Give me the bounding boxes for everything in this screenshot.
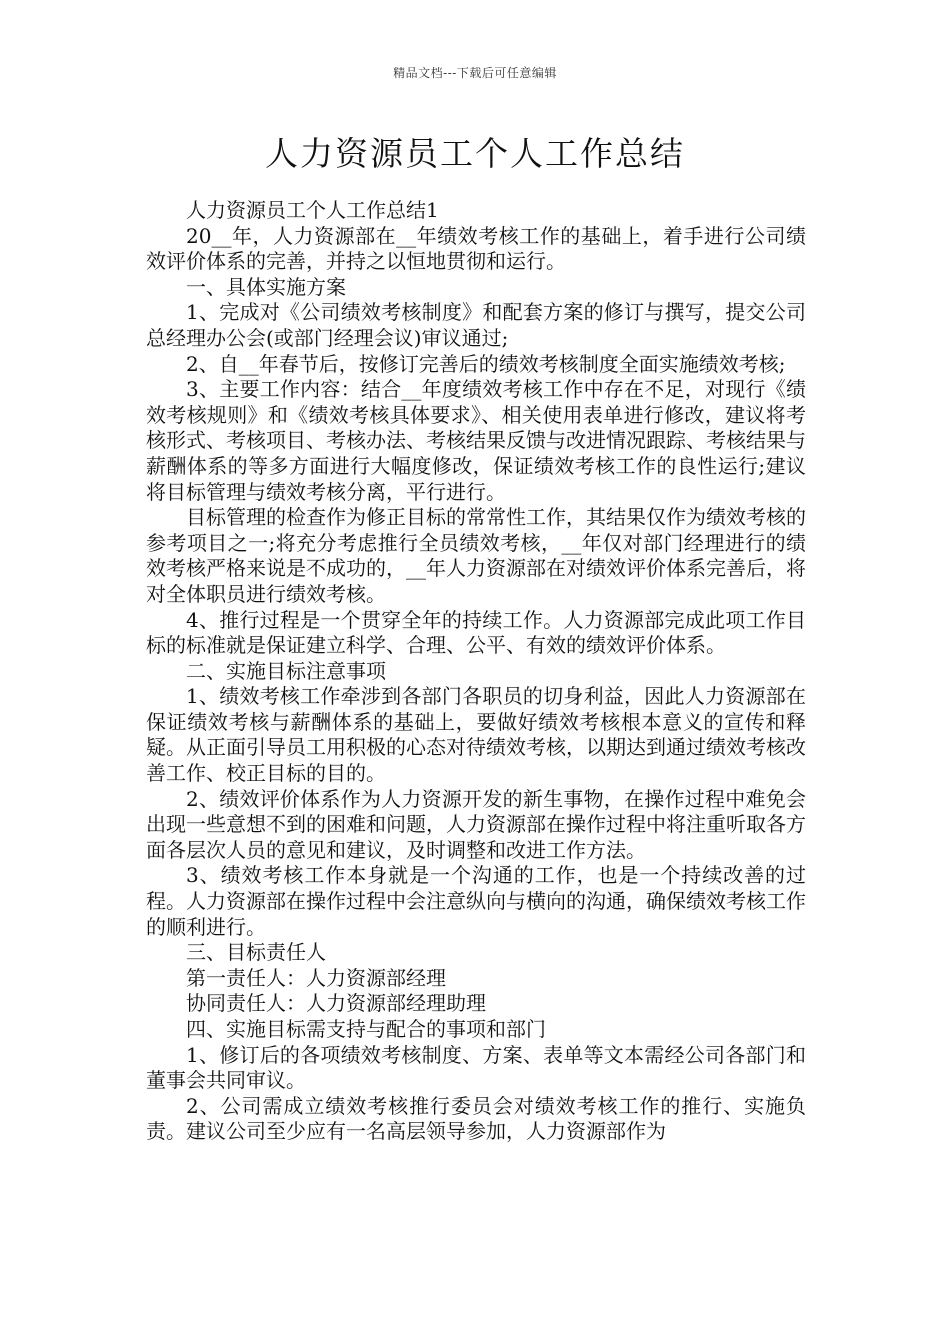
section-heading: 三、目标责任人 — [186, 940, 326, 965]
paragraph: 20__年，人力资源部在__年绩效考核工作的基础上，着手进行公司绩效评价体系的完善，并持之以恒地贯彻和运行。 — [146, 223, 806, 274]
document-title: 人力资源员工个人工作总结 — [265, 134, 685, 173]
section-heading: 二、实施目标注意事项 — [186, 658, 386, 683]
paragraph: 4、推行过程是一个贯穿全年的持续工作。人力资源部完成此项工作目标的标准就是保证建立科学、合理、公平、有效的绩效评价体系。 — [146, 607, 806, 658]
paragraph: 协同责任人：人力资源部经理助理 — [186, 991, 486, 1016]
paragraph: 1、修订后的各项绩效考核制度、方案、表单等文本需经公司各部门和董事会共同审议。 — [146, 1042, 806, 1093]
paragraph: 3、主要工作内容：结合__年度绩效考核工作中存在不足，对现行《绩效考核规则》和《绩效考核具体要求》、相关使用表单进行修改，建议将考核形式、考核项目、考核办法、考核结果反馈与改进情况跟踪、考核结果与薪酬体系的等多方面进行大幅度修改，保证绩效考核工作的良性运行;建议将目标管理与绩效考核分离，平行进行。 — [146, 377, 806, 504]
document-body — [146, 198, 806, 1145]
paragraph: 3、绩效考核工作本身就是一个沟通的工作，也是一个持续改善的过程。人力资源部在操作过程中会注意纵向与横向的沟通，确保绩效考核工作的顺利进行。 — [146, 863, 806, 939]
section-subtitle: 人力资源员工个人工作总结1 — [186, 198, 439, 222]
section-heading: 一、具体实施方案 — [186, 274, 346, 299]
paragraph: 1、绩效考核工作牵涉到各部门各职员的切身利益，因此人力资源部在保证绩效考核与薪酬体系的基础上，要做好绩效考核根本意义的宣传和释疑。从正面引导员工用积极的心态对待绩效考核，以期达到通过绩效考核改善工作、校正目标的目的。 — [146, 684, 806, 786]
paragraph: 2、自__年春节后，按修订完善后的绩效考核制度全面实施绩效考核; — [186, 351, 786, 376]
paragraph: 1、完成对《公司绩效考核制度》和配套方案的修订与撰写，提交公司总经理办公会(或部门经理会议)审议通过; — [146, 300, 806, 350]
paragraph: 2、公司需成立绩效考核推行委员会对绩效考核工作的推行、实施负责。建议公司至少应有一名高层领导参加，人力资源部作为 — [146, 1093, 806, 1144]
paragraph: 第一责任人：人力资源部经理 — [186, 965, 446, 990]
paragraph: 目标管理的检查作为修正目标的常常性工作，其结果仅作为绩效考核的参考项目之一;将充分考虑推行全员绩效考核，__年仅对部门经理进行的绩效考核严格来说是不成功的，__年人力资源部在对绩效评价体系完善后，将对全体职员进行绩效考核。 — [146, 505, 806, 606]
section-heading: 四、实施目标需支持与配合的事项和部门 — [186, 1017, 546, 1041]
page-header: 精品文档---下载后可任意编辑 — [393, 66, 557, 80]
paragraph: 2、绩效评价体系作为人力资源开发的新生事物，在操作过程中难免会出现一些意想不到的困难和问题，人力资源部在操作过程中将注重听取各方面各层次人员的意见和建议，及时调整和改进工作方法。 — [146, 786, 806, 862]
